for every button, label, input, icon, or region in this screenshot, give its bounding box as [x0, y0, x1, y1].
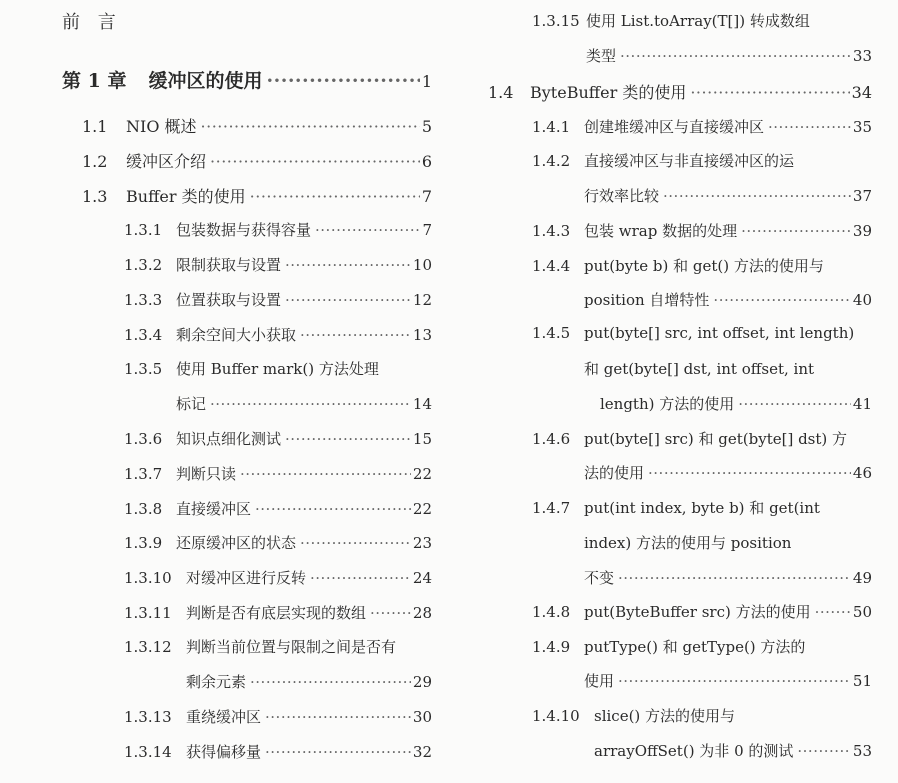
toc-entry-1-3-15-cont[interactable]: [586, 45, 872, 66]
chapter-entry[interactable]: [62, 66, 432, 93]
toc-entry-1-4-5[interactable]: [532, 324, 872, 342]
preface-title: 前 言: [62, 12, 122, 33]
entry-number: 1.3.13: [124, 708, 172, 726]
leader-dots: [315, 221, 420, 239]
leader-dots: [210, 152, 420, 171]
toc-entry-1-3-11[interactable]: [124, 602, 432, 623]
entry-title: putType() 和 getType() 方法的: [584, 638, 806, 656]
toc-entry-1-4[interactable]: [488, 80, 872, 103]
entry-title-continued: index) 方法的使用与 position: [584, 534, 792, 552]
entry-title: 获得偏移量: [186, 743, 262, 761]
leader-dots: [265, 743, 411, 761]
toc-entry-1-4-5-cont1[interactable]: [584, 358, 872, 379]
entry-title: put(byte[] src) 和 get(byte[] dst) 方: [584, 430, 848, 448]
entry-number: 1.4: [488, 83, 514, 102]
toc-entry-1-4-4[interactable]: [532, 255, 872, 276]
toc-entry-1-2[interactable]: [82, 149, 432, 172]
toc-entry-1-4-9-cont[interactable]: [584, 670, 872, 691]
toc-entry-1-4-9[interactable]: [532, 636, 872, 657]
leader-dots: [300, 326, 411, 344]
entry-page: 28: [412, 604, 432, 622]
entry-title-continued: 和 get(byte[] dst, int offset, int: [584, 360, 815, 378]
entry-title: 缓冲区介绍: [126, 152, 207, 171]
entry-title: put(ByteBuffer src) 方法的使用: [584, 603, 811, 621]
entry-number: 1.3: [82, 187, 108, 206]
entry-page: 7: [422, 221, 432, 239]
leader-dots: [285, 256, 411, 274]
entry-number: 1.4.3: [532, 222, 571, 240]
toc-entry-1-3-15[interactable]: [532, 10, 872, 31]
chapter-number: 第 1 章: [62, 70, 127, 92]
entry-title-continued: 类型: [586, 47, 617, 65]
entry-page: 35: [852, 118, 872, 136]
leader-dots: [620, 47, 851, 65]
entry-page: 32: [412, 743, 432, 761]
toc-entry-1-3-10[interactable]: [124, 567, 432, 588]
leader-dots: [240, 465, 411, 483]
toc-entry-1-4-7-cont2[interactable]: [584, 567, 872, 588]
preface-heading[interactable]: [62, 8, 122, 34]
leader-dots: [201, 117, 420, 136]
entry-title: 直接缓冲区与非直接缓冲区的运: [584, 152, 795, 170]
entry-number: 1.3.5: [124, 360, 163, 378]
chapter-page: 1: [421, 72, 432, 91]
leader-dots: [618, 569, 851, 587]
entry-number: 1.4.5: [532, 324, 571, 342]
leader-dots: [797, 742, 851, 760]
toc-entry-1-3-13[interactable]: [124, 706, 432, 727]
entry-title: put(int index, byte b) 和 get(int: [584, 499, 820, 517]
leader-dots: [618, 672, 851, 690]
entry-page: 51: [852, 672, 872, 690]
entry-title: 知识点细化测试: [176, 430, 282, 448]
entry-number: 1.3.8: [124, 500, 163, 518]
entry-page: 33: [852, 47, 872, 65]
leader-dots: [815, 603, 851, 621]
entry-page: 5: [421, 117, 432, 136]
toc-entry-1-4-7-cont1[interactable]: [584, 532, 872, 553]
entry-page: 13: [412, 326, 432, 344]
entry-page: 15: [412, 430, 432, 448]
toc-entry-1-4-1[interactable]: [532, 116, 872, 137]
toc-entry-1-4-3[interactable]: [532, 220, 872, 241]
toc-entry-1-3-6[interactable]: [124, 428, 432, 449]
toc-entry-1-3-8[interactable]: [124, 498, 432, 519]
leader-dots: [266, 70, 419, 92]
entry-title: 包装 wrap 数据的处理: [584, 222, 738, 240]
entry-page: 22: [412, 500, 432, 518]
toc-entry-1-3[interactable]: [82, 184, 432, 207]
entry-page: 22: [412, 465, 432, 483]
entry-page: 12: [412, 291, 432, 309]
entry-number: 1.4.7: [532, 499, 571, 517]
leader-dots: [663, 187, 851, 205]
entry-number: 1.3.15: [532, 12, 580, 30]
entry-number: 1.4.9: [532, 638, 571, 656]
toc-entry-1-4-4-cont[interactable]: [584, 289, 872, 310]
entry-page: 7: [421, 187, 432, 206]
entry-number: 1.3.1: [124, 221, 163, 239]
entry-number: 1.4.10: [532, 707, 580, 725]
entry-title-continued: position 自增特性: [584, 291, 710, 309]
entry-title: 剩余空间大小获取: [176, 326, 297, 344]
entry-page: 23: [412, 534, 432, 552]
entry-page: 49: [852, 569, 872, 587]
entry-page: 29: [412, 673, 432, 691]
toc-entry-1-4-2[interactable]: [532, 150, 872, 171]
leader-dots: [768, 118, 851, 136]
toc-entry-1-4-10-cont[interactable]: [594, 740, 872, 761]
entry-page: 6: [421, 152, 432, 171]
entry-title-continued: 使用: [584, 672, 615, 690]
entry-number: 1.3.2: [124, 256, 163, 274]
entry-title-continued: length) 方法的使用: [600, 395, 735, 413]
leader-dots: [648, 464, 851, 482]
toc-entry-1-3-12-cont[interactable]: [186, 671, 432, 692]
toc-entry-1-3-5-cont[interactable]: [176, 393, 432, 414]
entry-number: 1.2: [82, 152, 108, 171]
leader-dots: [300, 534, 411, 552]
entry-number: 1.3.12: [124, 638, 172, 656]
leader-dots: [265, 708, 411, 726]
entry-title-continued: 剩余元素: [186, 673, 247, 691]
toc-entry-1-4-7[interactable]: [532, 497, 872, 518]
entry-number: 1.3.4: [124, 326, 163, 344]
entry-page: 24: [412, 569, 432, 587]
entry-title: 限制获取与设置: [176, 256, 282, 274]
entry-page: 34: [851, 83, 872, 102]
toc-entry-1-4-8[interactable]: [532, 601, 872, 622]
entry-number: 1.3.14: [124, 743, 172, 761]
entry-title: 使用 Buffer mark() 方法处理: [176, 360, 379, 378]
toc-entry-1-3-4[interactable]: [124, 324, 432, 345]
entry-title-continued: 法的使用: [584, 464, 645, 482]
toc-entry-1-3-3[interactable]: [124, 289, 432, 310]
entry-number: 1.3.3: [124, 291, 163, 309]
entry-page: 14: [412, 395, 432, 413]
entry-number: 1.3.10: [124, 569, 172, 587]
entry-page: 46: [852, 464, 872, 482]
toc-entry-1-3-7[interactable]: [124, 463, 432, 484]
toc-entry-1-4-6[interactable]: [532, 428, 872, 449]
entry-page: 40: [852, 291, 872, 309]
entry-title: 判断当前位置与限制之间是否有: [186, 638, 397, 656]
toc-entry-1-4-10[interactable]: [532, 705, 872, 726]
leader-dots: [690, 83, 849, 102]
entry-title: 使用 List.toArray(T[]) 转成数组: [586, 12, 810, 30]
leader-dots: [210, 395, 411, 413]
entry-title-continued: arrayOffSet() 为非 0 的测试: [594, 742, 794, 760]
toc-entry-1-3-5[interactable]: [124, 358, 432, 379]
entry-title-continued: 标记: [176, 395, 207, 413]
leader-dots: [285, 291, 411, 309]
entry-number: 1.3.6: [124, 430, 163, 448]
leader-dots: [255, 500, 411, 518]
toc-entry-1-4-2-cont[interactable]: [584, 185, 872, 206]
entry-title-continued: 行效率比较: [584, 187, 660, 205]
leader-dots: [713, 291, 850, 309]
entry-number: 1.4.2: [532, 152, 571, 170]
entry-number: 1.3.7: [124, 465, 163, 483]
entry-page: 10: [412, 256, 432, 274]
toc-entry-1-3-2[interactable]: [124, 254, 432, 275]
leader-dots: [310, 569, 411, 587]
entry-page: 39: [852, 222, 872, 240]
leader-dots: [741, 222, 851, 240]
entry-title: put(byte[] src, int offset, int length): [584, 324, 855, 342]
entry-title: ByteBuffer 类的使用: [530, 83, 687, 102]
entry-title: 包装数据与获得容量: [176, 221, 312, 239]
leader-dots: [250, 673, 411, 691]
entry-page: 41: [852, 395, 872, 413]
entry-number: 1.3.11: [124, 604, 172, 622]
toc-entry-1-3-9[interactable]: [124, 532, 432, 553]
entry-title: put(byte b) 和 get() 方法的使用与: [584, 257, 824, 275]
entry-number: 1.4.6: [532, 430, 571, 448]
entry-title: slice() 方法的使用与: [594, 707, 736, 725]
leader-dots: [285, 430, 411, 448]
entry-number: 1.4.8: [532, 603, 571, 621]
entry-page: 30: [412, 708, 432, 726]
toc-entry-1-4-5-cont2[interactable]: [600, 393, 872, 414]
toc-entry-1-3-1[interactable]: [124, 219, 432, 240]
entry-title: Buffer 类的使用: [126, 187, 246, 206]
entry-page: 37: [852, 187, 872, 205]
toc-entry-1-1[interactable]: [82, 114, 432, 137]
entry-title-continued: 不变: [584, 569, 615, 587]
entry-number: 1.4.4: [532, 257, 571, 275]
entry-title: 判断只读: [176, 465, 237, 483]
entry-title: 对缓冲区进行反转: [186, 569, 307, 587]
entry-number: 1.4.1: [532, 118, 571, 136]
entry-title: 直接缓冲区: [176, 500, 252, 518]
entry-number: 1.1: [82, 117, 108, 136]
entry-title: 还原缓冲区的状态: [176, 534, 297, 552]
entry-title: 重绕缓冲区: [186, 708, 262, 726]
toc-entry-1-4-6-cont[interactable]: [584, 462, 872, 483]
chapter-title: 缓冲区的使用: [148, 70, 263, 92]
toc-entry-1-3-12[interactable]: [124, 636, 432, 657]
leader-dots: [370, 604, 411, 622]
entry-number: 1.3.9: [124, 534, 163, 552]
leader-dots: [250, 187, 420, 206]
entry-title: 判断是否有底层实现的数组: [186, 604, 367, 622]
entry-page: 50: [852, 603, 872, 621]
entry-title: 创建堆缓冲区与直接缓冲区: [584, 118, 765, 136]
entry-title: 位置获取与设置: [176, 291, 282, 309]
entry-title: NIO 概述: [126, 117, 197, 136]
leader-dots: [738, 395, 851, 413]
toc-entry-1-3-14[interactable]: [124, 741, 432, 762]
entry-page: 53: [852, 742, 872, 760]
